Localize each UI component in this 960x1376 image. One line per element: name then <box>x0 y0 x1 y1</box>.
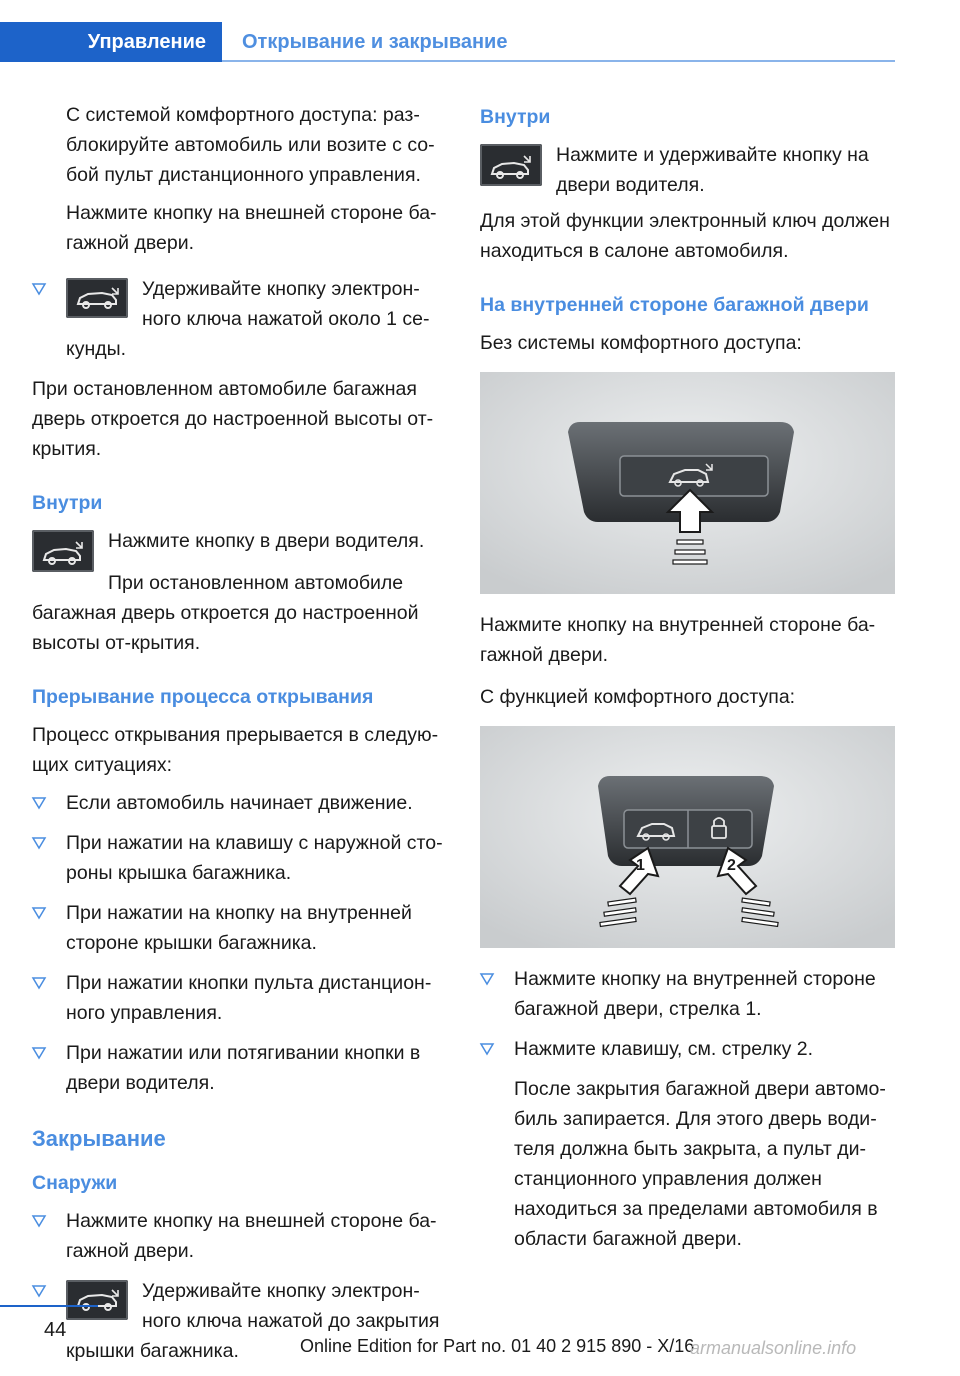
list-item <box>32 788 450 818</box>
paragraph: При остановленном автомобиле багажная дверь откроется до настроенной высоты от-крытия. <box>32 378 434 460</box>
header-section-label: Управление <box>87 31 206 53</box>
list-item-text: При нажатии на клавишу с наружной сто-роны крышка багажника. <box>66 832 443 884</box>
paragraph: С системой комфортного доступа: раз-блокируйте автомобиль или возите с со-бой пульт дистанционного управления. <box>66 104 435 186</box>
list-item-text: При нажатии или потягивании кнопки в двери водителя. <box>66 1042 421 1094</box>
paragraph: Для этой функции электронный ключ должен находиться в салоне автомобиля. <box>480 210 890 262</box>
subheading-inner-side: На внутренней стороне багажной двери <box>480 294 869 316</box>
tailgate-key-icon <box>66 1280 128 1320</box>
subheading-inside: Внутри <box>32 492 103 514</box>
subheading-inside: Внутри <box>480 106 551 128</box>
paragraph: Нажмите кнопку на внешней стороне ба-гажной двери. <box>66 202 437 254</box>
bullet-triangle-icon <box>32 907 46 919</box>
arrow-1-label: 1 <box>636 857 645 874</box>
header-rule <box>222 60 895 62</box>
paragraph: После закрытия багажной двери автомо-биль запирается. Для этого дверь води-теля должна быть закрыта, а пульт ди-станционного управления должен находиться за пределами автомобиля в области багажной двери. <box>514 1078 886 1250</box>
bullet-triangle-icon <box>32 1285 46 1297</box>
inside-instruction <box>32 526 450 556</box>
edition-note: Online Edition for Part no. 01 40 2 915 890 - X/16 <box>300 1336 695 1356</box>
page-number: 44 <box>44 1319 67 1341</box>
bullet-triangle-icon <box>480 973 494 985</box>
subheading-outside: Снаружи <box>32 1172 118 1194</box>
list-item <box>480 1034 898 1064</box>
list-item-text: Нажмите кнопку на внешней стороне ба-гажной двери. <box>66 1210 437 1262</box>
list-item <box>32 274 450 364</box>
right-column <box>480 100 898 1262</box>
door-tailgate-button-icon <box>32 530 94 572</box>
list-item <box>32 1206 450 1266</box>
paragraph: С функцией комфортного доступа: <box>480 686 796 708</box>
door-tailgate-button-icon <box>480 144 542 186</box>
instruction-text: Нажмите кнопку в двери водителя. <box>108 530 425 552</box>
left-column <box>32 100 450 1376</box>
tailgate-key-icon <box>66 278 128 318</box>
paragraph: Процесс открывания прерывается в следую-щих ситуациях: <box>32 724 439 776</box>
list-item-text: Нажмите клавишу, см. стрелку 2. <box>514 1038 814 1060</box>
subheading-interrupt: Прерывание процесса открывания <box>32 686 374 708</box>
inside-instruction <box>480 140 898 200</box>
list-item-text: Удерживайте кнопку электрон-ного ключа нажатой до закрытия крышки багажника. <box>66 1280 440 1362</box>
paragraph: Без системы комфортного доступа: <box>480 332 802 354</box>
bullet-triangle-icon <box>32 797 46 809</box>
list-item <box>32 968 450 1028</box>
list-item-text: Удерживайте кнопку электрон-ного ключа нажатой около 1 се-кунды. <box>66 278 430 360</box>
bullet-triangle-icon <box>480 1043 494 1055</box>
list-item <box>32 828 450 888</box>
paragraph: Нажмите кнопку на внутренней стороне ба-гажной двери. <box>480 614 876 666</box>
bullet-triangle-icon <box>32 283 46 295</box>
instruction-text: Нажмите и удерживайте кнопку на двери водителя. <box>556 144 869 196</box>
bullet-triangle-icon <box>32 1215 46 1227</box>
arrow-2-label: 2 <box>727 857 736 874</box>
header-section-tab <box>0 22 222 62</box>
list-item <box>32 898 450 958</box>
tailgate-button-photo <box>480 372 895 594</box>
footer-rule <box>0 1305 98 1307</box>
section-heading-closing: Закрывание <box>32 1126 166 1151</box>
list-item-text: При нажатии кнопки пульта дистанцион-ного управления. <box>66 972 432 1024</box>
list-item-text: Нажмите кнопку на внутренней стороне багажной двери, стрелка 1. <box>514 968 876 1020</box>
tailgate-comfort-buttons-photo <box>480 726 895 948</box>
paragraph: При остановленном автомобиле багажная дверь откроется до настроенной высоты от-крытия. <box>32 572 419 654</box>
watermark: armanualsonline.info <box>690 1338 857 1358</box>
list-item-text: При нажатии на кнопку на внутренней стороне крышки багажника. <box>66 902 412 954</box>
list-item <box>32 1038 450 1098</box>
list-item <box>480 964 898 1024</box>
bullet-triangle-icon <box>32 977 46 989</box>
list-item-text: Если автомобиль начинает движение. <box>66 792 413 814</box>
bullet-triangle-icon <box>32 837 46 849</box>
header-chapter-title: Открывание и закрывание <box>242 31 508 53</box>
bullet-triangle-icon <box>32 1047 46 1059</box>
